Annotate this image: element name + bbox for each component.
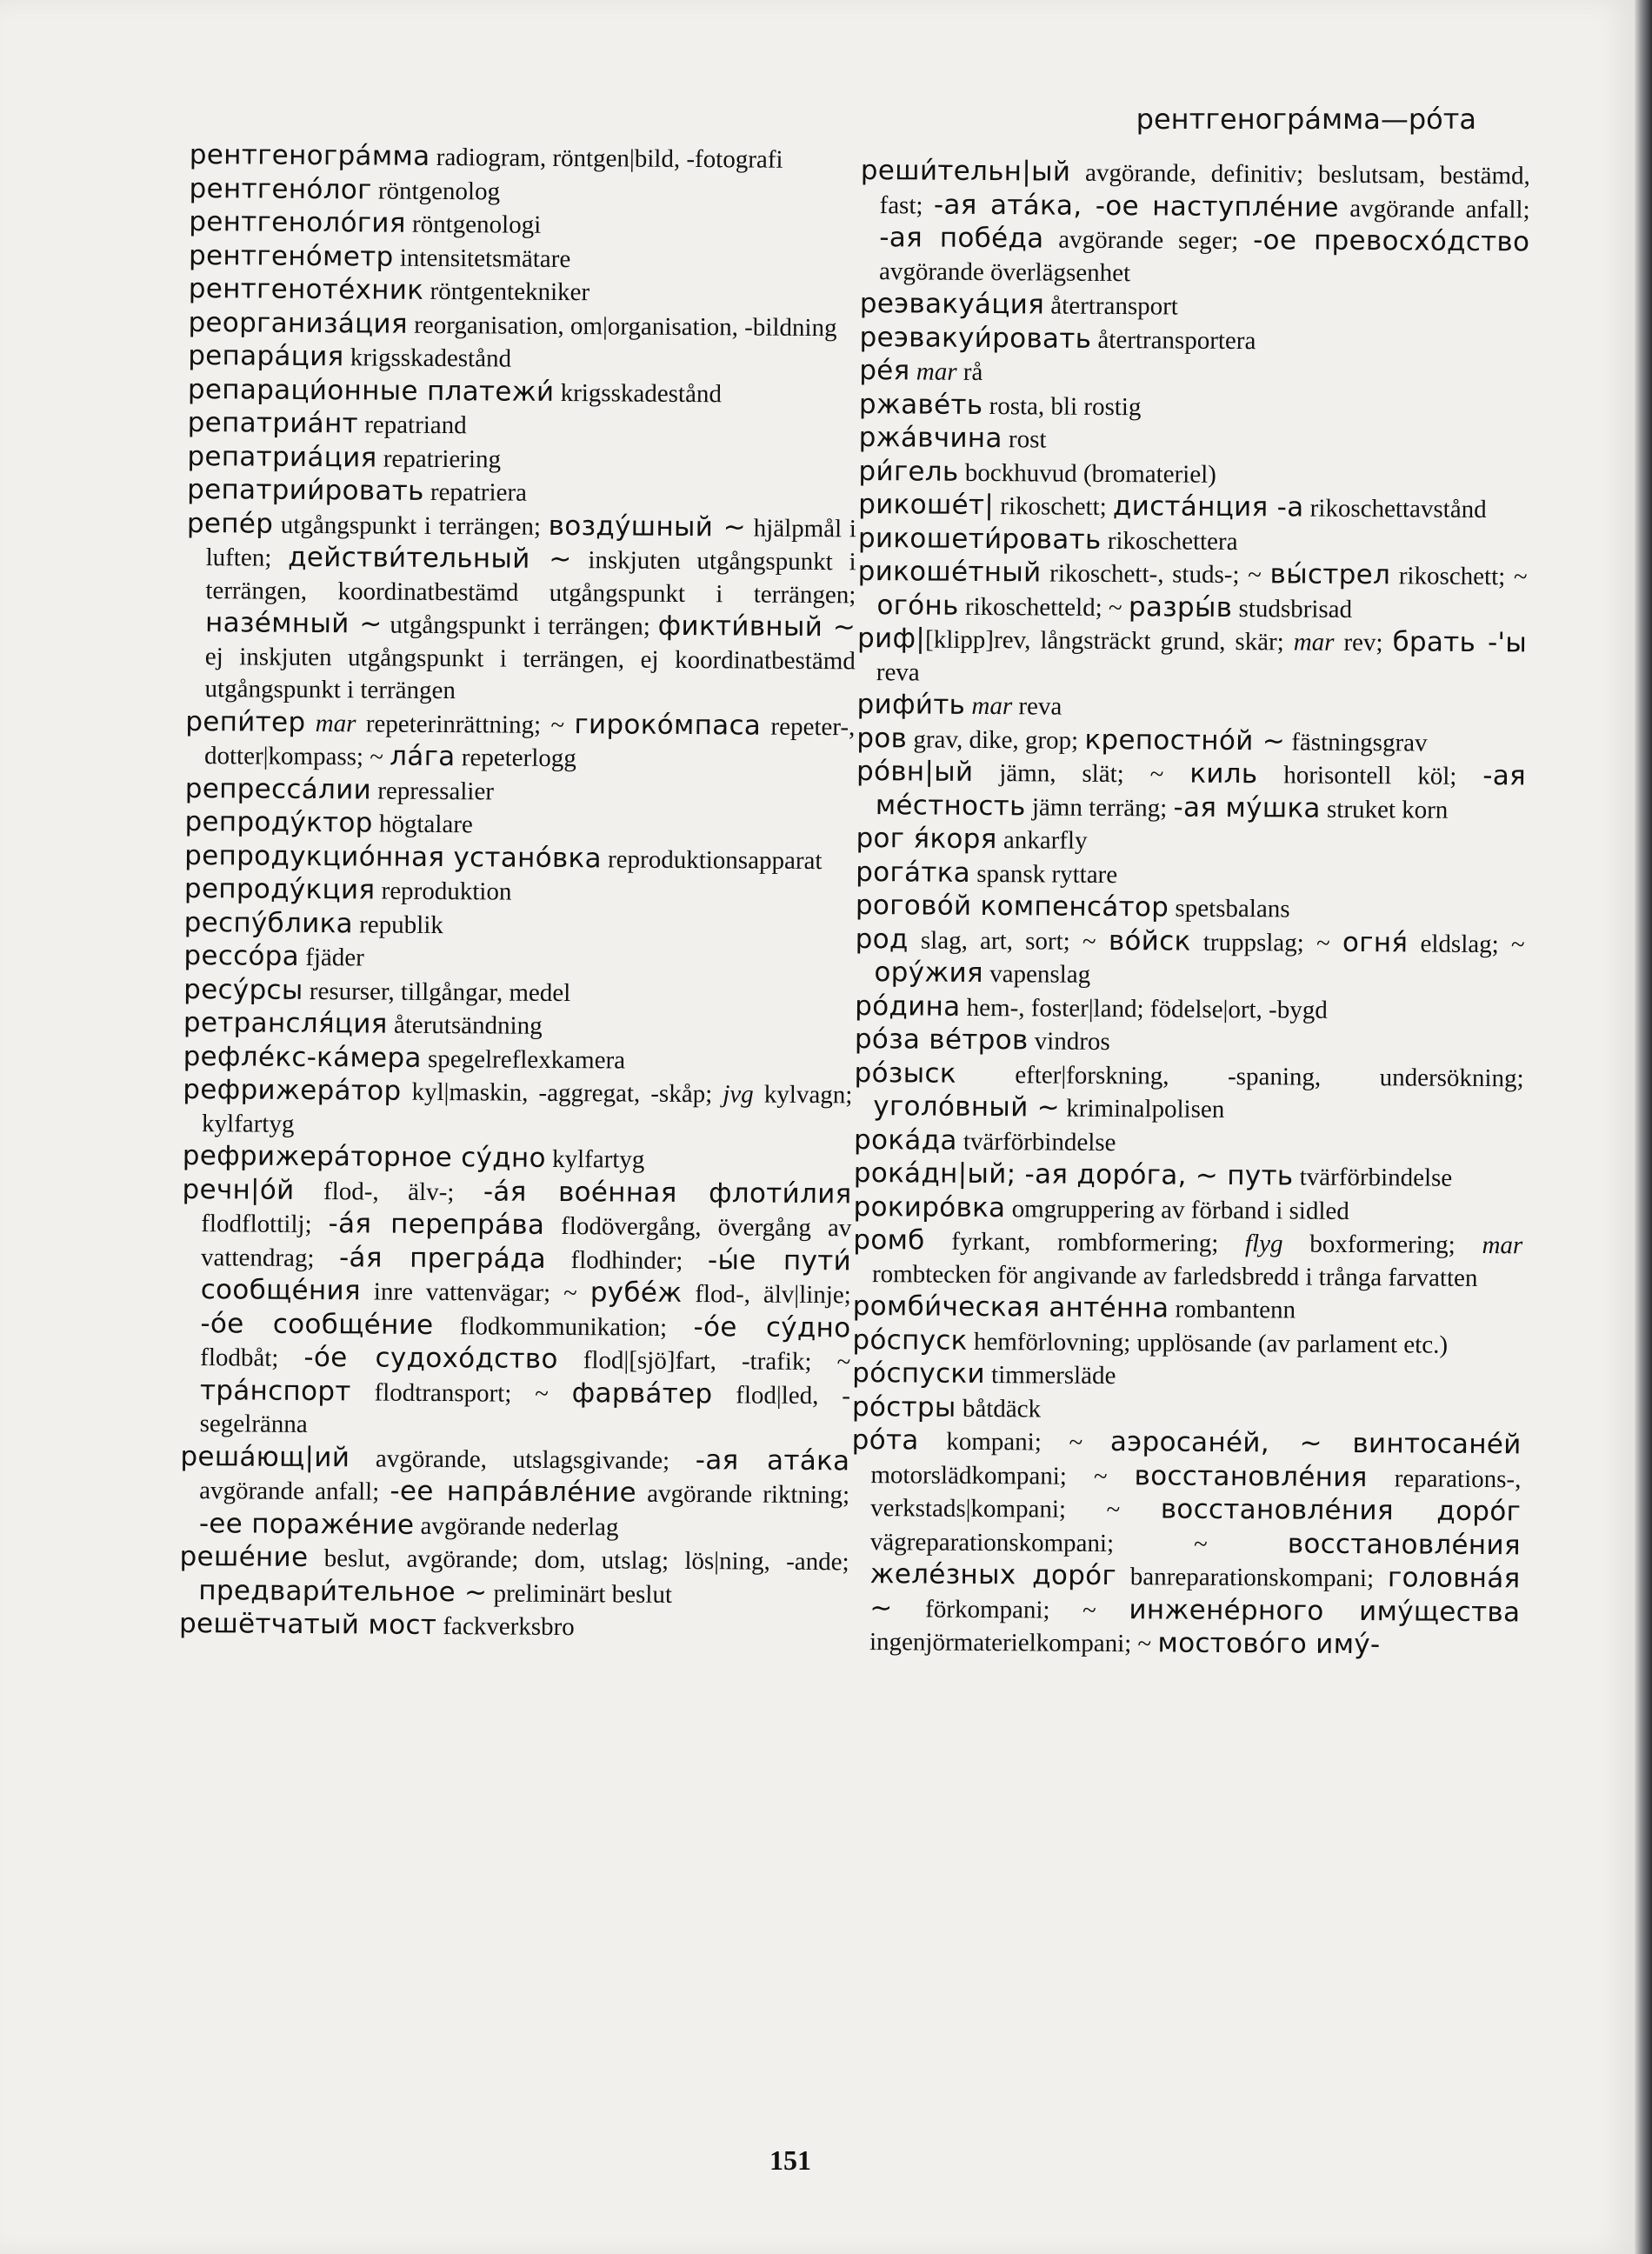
translation: omgruppering av förband i sidled bbox=[1005, 1194, 1349, 1225]
headword: аэросане́й, ~ винтосане́й bbox=[1109, 1426, 1522, 1461]
translation: flodhinder; bbox=[545, 1245, 709, 1275]
translation bbox=[305, 709, 316, 737]
dictionary-entry bbox=[181, 1173, 852, 1444]
headword: реэвакуи́ровать bbox=[859, 321, 1092, 355]
headword: репроду́кция bbox=[183, 872, 376, 906]
translation: bockhuvud (bromateriel) bbox=[958, 458, 1216, 489]
headword: ро́спуски bbox=[852, 1357, 985, 1390]
translation: reproduktion bbox=[375, 877, 512, 906]
headword: рентгено́лог bbox=[189, 172, 372, 205]
translation: rikoschett-, studs-; ~ bbox=[1041, 559, 1270, 590]
dictionary-entry bbox=[854, 1057, 1524, 1128]
translation: hemförlovning; upplösande (av parlament etc.) bbox=[967, 1327, 1449, 1359]
field-label: mar bbox=[1482, 1231, 1523, 1260]
headword: реше́ние bbox=[179, 1540, 309, 1573]
headword: восстановле́ния желе́зных доро́г bbox=[869, 1527, 1521, 1592]
headword: рог я́коря bbox=[856, 822, 997, 856]
headword: киль bbox=[1189, 757, 1258, 790]
headword: вы́стрел bbox=[1269, 558, 1391, 591]
translation: reva bbox=[1012, 692, 1062, 721]
translation: inskjuten utgångspunkt i terrängen, koordinatbestämd utgångspunkt i terrängen; bbox=[205, 546, 856, 609]
headword: мостово́го иму́- bbox=[1157, 1627, 1381, 1661]
headword: рефрижера́тор bbox=[183, 1073, 402, 1107]
headword: восстановле́ния доро́г bbox=[1160, 1493, 1522, 1528]
dictionary-entry bbox=[858, 522, 1528, 560]
headword: -ая ата́ка bbox=[695, 1444, 850, 1477]
translation: avgörande anfall; bbox=[1338, 194, 1530, 223]
headword: реша́ющ|ий bbox=[180, 1440, 350, 1473]
headword: репатриа́ция bbox=[187, 440, 377, 474]
headword: гироко́мпаса bbox=[574, 708, 762, 742]
headword: ро́стры bbox=[851, 1390, 956, 1424]
translation: återtransport bbox=[1043, 291, 1178, 321]
headword: репи́тер bbox=[185, 705, 306, 738]
right-column bbox=[850, 155, 1530, 1664]
headword: репараци́онные платежи́ bbox=[187, 373, 555, 408]
dictionary-entry bbox=[185, 772, 855, 810]
running-head: рентгеногра́мма—ро́та bbox=[1136, 103, 1476, 136]
headword: рефрижера́торное су́дно bbox=[182, 1139, 546, 1174]
dictionary-entry bbox=[187, 474, 856, 512]
headword: ромби́ческая анте́нна bbox=[852, 1290, 1169, 1324]
translation: banreparationskompani; bbox=[1116, 1563, 1389, 1593]
translation: flodövergång, övergång av vattendrag; bbox=[200, 1211, 852, 1272]
dictionary-entry bbox=[188, 306, 857, 344]
headword: головна́я ~ bbox=[869, 1562, 1521, 1624]
translation: [klipp]rev, långsträckt grund, skär; bbox=[924, 625, 1294, 657]
dictionary-entry bbox=[860, 155, 1530, 292]
dictionary-entry bbox=[184, 906, 854, 944]
headword: разры́в bbox=[1128, 590, 1233, 624]
headword: рока́дн|ый; -ая доро́га, ~ путь bbox=[853, 1157, 1294, 1192]
dictionary-entry bbox=[854, 1124, 1523, 1162]
translation: repeterinrättning; ~ bbox=[356, 709, 575, 739]
headword: ро́дина bbox=[855, 990, 961, 1023]
dictionary-entry bbox=[852, 1324, 1522, 1362]
headword: ретрансля́ция bbox=[183, 1006, 388, 1040]
translation: flodtransport; ~ bbox=[350, 1377, 572, 1408]
translation: fästningsgrav bbox=[1284, 727, 1428, 757]
translation: rosta, bli rostig bbox=[983, 391, 1142, 421]
translation: resurser, tillgångar, medel bbox=[303, 977, 571, 1007]
headword: -ое превосхо́дство bbox=[1253, 224, 1530, 258]
translation: reparations-, verkstads|kompani; ~ bbox=[870, 1464, 1522, 1524]
dictionary-entry bbox=[179, 1541, 849, 1612]
translation: förkompani; ~ bbox=[892, 1594, 1129, 1624]
translation: kylvagn; kylfartyg bbox=[201, 1080, 853, 1138]
dictionary-entry bbox=[860, 288, 1529, 326]
translation: grav, dike, grop; bbox=[907, 724, 1085, 755]
translation: repatriand bbox=[357, 410, 467, 440]
translation: repeter-, dotter|kompass; ~ bbox=[203, 712, 856, 771]
dictionary-entry bbox=[853, 1290, 1522, 1329]
left-column bbox=[179, 139, 859, 1646]
dictionary-entry bbox=[855, 1024, 1524, 1062]
dictionary-entry bbox=[183, 1007, 853, 1045]
dictionary-entry bbox=[859, 388, 1529, 426]
translation: truppslag; ~ bbox=[1190, 928, 1343, 957]
translation: röntgentekniker bbox=[423, 277, 590, 307]
headword: -ее пораже́ние bbox=[198, 1507, 415, 1541]
dictionary-entry bbox=[188, 407, 857, 445]
translation: republik bbox=[352, 910, 443, 939]
headword: -о́е сообще́ние bbox=[200, 1307, 434, 1341]
translation: flod-, älv-; bbox=[294, 1177, 483, 1206]
headword: крепостно́й ~ bbox=[1084, 724, 1286, 757]
dictionary-entry bbox=[858, 489, 1528, 527]
headword: -а́я вое́нная флоти́лия bbox=[483, 1175, 852, 1210]
dictionary-entry bbox=[183, 1140, 852, 1178]
translation: ej inskjuten utgångspunkt i terrängen, ej koordinatbestämd utgångspunkt i terrängen bbox=[204, 642, 856, 705]
translation: rombtecken för angivande av farledsbredd i trånga farvatten bbox=[871, 1259, 1478, 1292]
headword: ржа́вчина bbox=[858, 421, 1003, 455]
dictionary-entry bbox=[853, 1224, 1523, 1295]
translation: reproduktionsapparat bbox=[601, 844, 823, 875]
translation: eldslag; ~ bbox=[1408, 929, 1525, 958]
headword: -ая ме́стность bbox=[875, 760, 1527, 822]
headword: ромб bbox=[853, 1224, 925, 1257]
translation: krigsskadestånd bbox=[343, 343, 512, 373]
translation: flodbåt; bbox=[200, 1344, 304, 1372]
headword: ро́вн|ый bbox=[856, 755, 974, 788]
translation: kriminalpolisen bbox=[1059, 1094, 1225, 1124]
dictionary-entry bbox=[189, 172, 858, 210]
dictionary-entry bbox=[850, 1424, 1522, 1664]
translation: horisontell köl; bbox=[1257, 761, 1483, 791]
headword: реэвакуа́ция bbox=[859, 287, 1045, 321]
headword: репара́ция bbox=[188, 339, 344, 373]
translation: rikoschetteld; ~ bbox=[958, 592, 1129, 622]
headword: рентгеногра́мма bbox=[189, 139, 430, 172]
translation: rikoschettavstånd bbox=[1303, 494, 1487, 524]
headword: респу́блика bbox=[183, 906, 354, 939]
headword: возду́шный ~ bbox=[548, 510, 747, 543]
translation: båtdäck bbox=[956, 1394, 1042, 1423]
translation: utgångspunkt i terrängen; bbox=[273, 510, 549, 541]
headword: ого́нь bbox=[876, 589, 959, 622]
headword: рога́тка bbox=[856, 856, 971, 889]
dictionary-entry bbox=[184, 839, 854, 877]
translation: repeterlogg bbox=[455, 744, 576, 773]
dictionary-entry bbox=[856, 890, 1525, 928]
headword: во́йск bbox=[1108, 924, 1191, 957]
headword: рентгено́метр bbox=[188, 239, 394, 273]
headword: ре́я bbox=[859, 354, 910, 387]
dictionary-entry bbox=[183, 973, 853, 1011]
headword: ору́жия bbox=[874, 957, 984, 990]
headword: -ее напра́вле́ние bbox=[390, 1475, 637, 1509]
headword: реши́тельн|ый bbox=[860, 155, 1071, 188]
translation: tvärförbindelse bbox=[1293, 1163, 1453, 1192]
translation: tvärförbindelse bbox=[956, 1127, 1116, 1157]
headword: решётчатый мост bbox=[178, 1607, 437, 1642]
headword: -а́я перепра́ва bbox=[328, 1208, 545, 1241]
dictionary-entry bbox=[183, 1074, 853, 1144]
dictionary-entry bbox=[852, 1357, 1522, 1396]
headword: рока́да bbox=[853, 1124, 957, 1157]
translation: avgörande nederlag bbox=[414, 1511, 619, 1541]
dictionary-entry bbox=[185, 507, 856, 710]
headword: рикошети́ровать bbox=[857, 522, 1102, 556]
headword: рикоше́т| bbox=[858, 488, 995, 522]
dictionary-entry bbox=[855, 990, 1524, 1028]
translation: flod-, älv|linje; bbox=[682, 1279, 851, 1310]
translation: hem-, foster|land; födelse|ort, -bygd bbox=[960, 993, 1328, 1024]
translation: motorslädkompani; ~ bbox=[870, 1460, 1135, 1490]
dictionary-entry bbox=[853, 1190, 1522, 1229]
translation: utgångspunkt i terrängen; bbox=[382, 610, 658, 641]
dictionary-entry bbox=[184, 873, 854, 911]
translation: avgörande överlägsenhet bbox=[878, 257, 1131, 287]
headword: -ы́е пути́ сообще́ния bbox=[200, 1244, 852, 1307]
translation: rikoschettera bbox=[1101, 526, 1238, 556]
translation: rikoschett; ~ bbox=[1390, 562, 1528, 591]
translation: slag, art, sort; ~ bbox=[908, 925, 1109, 956]
dictionary-entry bbox=[190, 139, 859, 177]
translation: timmersläde bbox=[984, 1361, 1116, 1390]
translation: avgörande, definitiv; beslutsam, bestämd, fast; bbox=[879, 158, 1530, 220]
translation: flod|led, -segelränna bbox=[199, 1380, 851, 1438]
dictionary-entry bbox=[183, 940, 853, 978]
headword: ров bbox=[856, 722, 908, 754]
field-label: mar bbox=[971, 691, 1013, 721]
translation: studsbrisad bbox=[1232, 594, 1353, 624]
translation: repressalier bbox=[370, 776, 495, 805]
headword: фарва́тер bbox=[571, 1377, 713, 1410]
headword: фикти́вный ~ bbox=[657, 610, 856, 644]
translation: krigsskadestånd bbox=[554, 378, 723, 408]
translation: spansk ryttare bbox=[969, 859, 1118, 889]
dictionary-entry bbox=[859, 355, 1529, 393]
headword: рессо́ра bbox=[183, 939, 300, 972]
headword: репатриа́нт bbox=[187, 406, 359, 440]
translation: ankarfly bbox=[996, 826, 1088, 855]
headword: действи́тельный ~ bbox=[288, 541, 572, 576]
translation: återtransportera bbox=[1091, 325, 1256, 355]
field-label: mar bbox=[1293, 628, 1335, 657]
headword: восстановле́ния bbox=[1134, 1459, 1368, 1493]
headword: тра́нспорт bbox=[199, 1374, 351, 1407]
headword: риф| bbox=[856, 622, 926, 655]
translation: avgörande seger; bbox=[1043, 225, 1254, 256]
translation: kyl|maskin, -aggregat, -skåp; bbox=[401, 1077, 723, 1109]
headword: реорганиза́ция bbox=[188, 306, 409, 340]
headword: рубе́ж bbox=[590, 1277, 683, 1309]
dictionary-entry bbox=[857, 623, 1528, 693]
translation: flodflottilj; bbox=[201, 1210, 329, 1239]
headword: рогово́й компенса́тор bbox=[855, 889, 1169, 924]
translation: spegelreflexkamera bbox=[421, 1044, 626, 1075]
headword: назе́мный ~ bbox=[204, 607, 383, 640]
headword: рокиро́вка bbox=[853, 1190, 1006, 1224]
headword: рентгенотéхник bbox=[188, 272, 424, 306]
headword: репе́р bbox=[186, 507, 274, 540]
translation: rikoschett; bbox=[993, 492, 1114, 522]
translation: intensitetsmätare bbox=[393, 243, 571, 273]
headword: -ая му́шка bbox=[1173, 791, 1321, 824]
headword: рефле́кс-ка́мера bbox=[183, 1040, 422, 1074]
headword: -а́я прегра́да bbox=[338, 1241, 547, 1275]
translation: hjälpmål i luften; bbox=[205, 513, 857, 572]
dictionary-entry bbox=[854, 1157, 1523, 1196]
dictionary-entry bbox=[858, 455, 1528, 493]
translation: radiogram, röntgen|bild, -fotografi bbox=[430, 143, 783, 174]
translation: avgörande, utslagsgivande; bbox=[350, 1444, 696, 1475]
dictionary-entry bbox=[188, 340, 857, 378]
translation: reva bbox=[876, 657, 920, 686]
translation: kompani; ~ bbox=[918, 1427, 1111, 1457]
translation: avgörande riktning; bbox=[636, 1479, 850, 1510]
translation: fjäder bbox=[298, 943, 365, 972]
translation: rev; bbox=[1334, 628, 1393, 657]
dictionary-entry bbox=[857, 556, 1528, 627]
translation: vägreparationskompani; ~ bbox=[869, 1527, 1288, 1558]
dictionary-entry bbox=[180, 1440, 850, 1545]
headword: рифи́ть bbox=[856, 688, 966, 721]
field-label: mar bbox=[315, 709, 356, 737]
headword: ла́га bbox=[390, 740, 456, 773]
book-spine bbox=[1635, 0, 1652, 2254]
headword: речн|о́й bbox=[182, 1173, 295, 1206]
headword: уголо́вный ~ bbox=[873, 1090, 1061, 1124]
dictionary-entry bbox=[856, 689, 1526, 727]
headword: диста́нция -а bbox=[1112, 490, 1304, 523]
translation: rombantenn bbox=[1169, 1295, 1296, 1324]
headword: репресса́лии bbox=[184, 772, 372, 805]
headword: инжене́рного иму́щества bbox=[1129, 1593, 1521, 1628]
translation: jämn terräng; bbox=[1025, 792, 1174, 823]
headword: ри́гель bbox=[858, 455, 959, 488]
headword: ржаве́ть bbox=[858, 388, 983, 421]
headword: -ая ата́ка, -ое наступле́ние bbox=[933, 189, 1340, 223]
translation: ingenjörmaterielkompani; ~ bbox=[869, 1628, 1158, 1658]
translation: återutsändning bbox=[387, 1010, 543, 1040]
headword: репроду́ктор bbox=[184, 805, 373, 839]
translation: repatriera bbox=[423, 477, 528, 507]
translation: jämn, slät; ~ bbox=[973, 758, 1190, 789]
translation: fackverksbro bbox=[436, 1612, 575, 1642]
translation: avgörande anfall; bbox=[199, 1477, 390, 1506]
headword: рикоше́тный bbox=[857, 555, 1042, 589]
headword: огня́ bbox=[1342, 926, 1409, 958]
headword: рентгеноло́гия bbox=[189, 205, 406, 239]
translation: flodkommunikation; bbox=[433, 1311, 694, 1342]
page-number: 151 bbox=[769, 2144, 811, 2176]
translation: kylfartyg bbox=[545, 1144, 645, 1174]
translation: efter|forskning, -spaning, undersökning; bbox=[956, 1060, 1524, 1092]
headword: ресу́рсы bbox=[183, 973, 303, 1006]
field-label: jvg bbox=[723, 1080, 754, 1109]
headword: род bbox=[855, 923, 909, 955]
translation: vindros bbox=[1028, 1027, 1110, 1057]
translation: beslut, avgörande; dom, utslag; lös|ning, -ande; bbox=[308, 1544, 849, 1577]
translation: boxformering; bbox=[1282, 1230, 1482, 1260]
translation: fyrkant, rombformering; bbox=[924, 1227, 1246, 1258]
translation: preliminärt beslut bbox=[487, 1578, 673, 1609]
dictionary-entry bbox=[188, 373, 857, 411]
headword: ро́зыск bbox=[854, 1057, 956, 1090]
dictionary-entry bbox=[189, 273, 858, 311]
translation: rost bbox=[1002, 425, 1047, 454]
translation: struket korn bbox=[1320, 795, 1449, 824]
translation: röntgenologi bbox=[405, 210, 542, 239]
dictionary-entry bbox=[856, 823, 1525, 861]
dictionary-entry bbox=[856, 756, 1527, 827]
translation: spetsbalans bbox=[1169, 894, 1290, 924]
dictionary-entry bbox=[859, 422, 1529, 460]
dictionary-entry bbox=[859, 321, 1529, 359]
dictionary-entry bbox=[852, 1390, 1522, 1429]
field-label: flyg bbox=[1244, 1230, 1283, 1258]
dictionary-entry bbox=[856, 856, 1525, 894]
translation: repatriering bbox=[376, 444, 502, 474]
dictionary-entry bbox=[189, 206, 858, 244]
headword: ро́та bbox=[851, 1424, 919, 1457]
translation: reorganisation, om|organisation, -bildning bbox=[407, 310, 837, 342]
translation: inre vattenvägar; ~ bbox=[360, 1277, 590, 1308]
dictionary-entry bbox=[184, 806, 854, 844]
headword: брать -'ы bbox=[1392, 626, 1528, 659]
dictionary-entry bbox=[179, 1608, 849, 1646]
dictionary-entry bbox=[183, 1040, 852, 1078]
dictionary-entry bbox=[187, 440, 856, 478]
translation: högtalare bbox=[372, 810, 473, 839]
translation: flod|[sjö]fart, -trafik; ~ bbox=[557, 1345, 851, 1377]
dictionary-entry bbox=[185, 705, 856, 777]
headword: -ая побе́да bbox=[879, 222, 1044, 255]
dictionary-entry bbox=[856, 722, 1526, 760]
headword: ро́спуск bbox=[852, 1324, 968, 1357]
dictionary-entry bbox=[855, 923, 1525, 994]
headword: ро́за ве́тров bbox=[854, 1023, 1029, 1057]
translation: vapenslag bbox=[983, 960, 1091, 989]
field-label: mar bbox=[916, 357, 957, 386]
headword: репродукцио́нная устано́вка bbox=[184, 839, 602, 874]
headword: -о́е су́дно bbox=[693, 1310, 851, 1344]
headword: репатрии́ровать bbox=[187, 473, 424, 507]
headword: -о́е судохо́дство bbox=[303, 1341, 558, 1375]
headword: предвари́тельное ~ bbox=[198, 1574, 488, 1608]
dictionary-entry bbox=[189, 239, 858, 277]
translation: rå bbox=[956, 357, 983, 386]
translation: röntgenolog bbox=[371, 176, 501, 205]
